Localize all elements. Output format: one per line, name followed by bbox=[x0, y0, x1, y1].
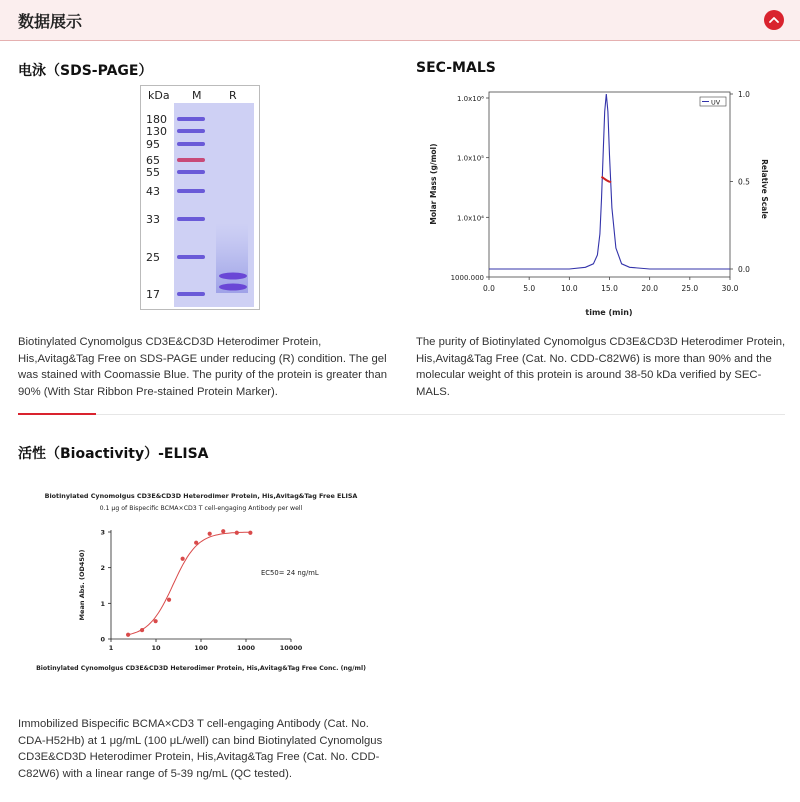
gel-marker-label: 130 bbox=[146, 125, 167, 138]
gel-marker-band bbox=[177, 158, 205, 162]
sample-band-lower bbox=[219, 284, 247, 291]
gel-marker-band bbox=[177, 142, 205, 146]
sec-caption-line: His,Avitag&Tag Free (Cat. No. CDD-C82W6) is more than 90% and the bbox=[416, 352, 772, 365]
elisa-data-point bbox=[126, 633, 130, 637]
sec-y2-tick-label: 0.0 bbox=[738, 265, 750, 274]
elisa-caption bbox=[18, 716, 393, 782]
elisa-chart-title: Biotinylated Cynomolgus CD3E&CD3D Heterodimer Protein, His,Avitag&Tag Free ELISA bbox=[44, 492, 358, 500]
gel-marker-band bbox=[177, 117, 205, 121]
sec-mals-chart bbox=[420, 84, 780, 322]
page-title: 数据展示 bbox=[18, 12, 83, 31]
sds-caption-line: His,Avitag&Tag Free on SDS-PAGE under reducing (R) condition. The gel bbox=[18, 352, 387, 365]
sds-caption-line: was stained with Coomassie Blue. The purity of the protein is greater than bbox=[18, 369, 388, 382]
elisa-data-point bbox=[167, 598, 171, 602]
elisa-x-tick-label: 10000 bbox=[279, 644, 303, 652]
sec-x-tick-label: 25.0 bbox=[681, 284, 699, 293]
sec-legend-label: UV bbox=[711, 98, 721, 107]
gel-marker-label: 25 bbox=[146, 251, 160, 264]
gel-marker-label: 180 bbox=[146, 113, 167, 126]
section-header bbox=[0, 0, 800, 41]
gel-marker-band bbox=[177, 129, 205, 133]
gel-marker-band bbox=[177, 255, 205, 259]
elisa-x-axis-label: Biotinylated Cynomolgus CD3E&CD3D Heterodimer Protein, His,Avitag&Tag Free Conc. (ng/ml) bbox=[36, 665, 366, 672]
gel-marker-label: 33 bbox=[146, 213, 160, 226]
gel-marker-label: 65 bbox=[146, 154, 160, 167]
sec-y-tick-label: 1.0x10⁴ bbox=[457, 214, 484, 223]
sec-y-tick-label: 1.0x10⁵ bbox=[457, 154, 484, 163]
sec-caption bbox=[416, 334, 791, 400]
elisa-caption-line: Immobilized Bispecific BCMA×CD3 T cell-engaging Antibody (Cat. No. bbox=[18, 718, 369, 730]
sec-caption-line: molecular weight of this protein is around 38-50 kDa verified by SEC- bbox=[416, 369, 762, 382]
elisa-y-tick-label: 3 bbox=[100, 528, 105, 537]
sds-gel-image bbox=[140, 85, 260, 310]
sec-y2-axis-label: Relative Scale bbox=[760, 159, 769, 219]
gel-marker-band bbox=[177, 189, 205, 193]
elisa-caption-line: CD3E&CD3D Heterodimer Protein, His,Avitag&Tag Free (Cat. No. CDD- bbox=[18, 751, 380, 764]
gel-marker-label: 17 bbox=[146, 288, 160, 301]
elisa-y-tick-label: 2 bbox=[100, 564, 105, 573]
sec-x-tick-label: 15.0 bbox=[601, 284, 618, 293]
elisa-data-point bbox=[181, 557, 185, 561]
sec-caption-line: The purity of Biotinylated Cynomolgus CD3E&CD3D Heterodimer Protein, bbox=[416, 336, 786, 348]
elisa-x-tick-label: 1000 bbox=[236, 644, 256, 652]
sec-x-tick-label: 30.0 bbox=[721, 284, 739, 293]
sec-x-tick-label: 5.0 bbox=[523, 284, 536, 293]
elisa-caption-line: CDA-H52Hb) at 1 μg/mL (100 μL/well) can bind Biotinylated Cynomolgus bbox=[18, 734, 383, 747]
gel-marker-band bbox=[177, 217, 205, 221]
sec-caption-line: MALS. bbox=[416, 385, 450, 398]
gel-marker-band bbox=[177, 170, 205, 174]
elisa-x-tick-label: 1 bbox=[108, 644, 114, 652]
sec-x-tick-label: 20.0 bbox=[641, 284, 659, 293]
elisa-chart-subtitle: 0.1 μg of Bispecific BCMA×CD3 T cell-engaging Antibody per well bbox=[99, 505, 303, 512]
sec-y-tick-label: 1.0x10⁶ bbox=[457, 95, 484, 103]
elisa-y-axis-label: Mean Abs. (OD450) bbox=[78, 549, 86, 621]
elisa-fit-curve bbox=[128, 532, 250, 634]
elisa-x-tick-label: 10 bbox=[151, 644, 161, 652]
elisa-caption-line: C82W6) with a linear range of 5-39 ng/mL (QC tested). bbox=[18, 767, 292, 780]
sec-mals-title: SEC-MALS bbox=[416, 60, 496, 76]
elisa-title: 活性（Bioactivity）-ELISA bbox=[18, 446, 209, 462]
sec-y-tick-label: 1000.000 bbox=[450, 274, 484, 282]
sds-caption-line: 90% (With Star Ribbon Pre-stained Protein Marker). bbox=[18, 385, 278, 398]
elisa-y-tick-label: 0 bbox=[100, 635, 105, 644]
collapse-button[interactable] bbox=[764, 10, 784, 30]
sec-molar-mass-trace bbox=[602, 177, 612, 182]
section-divider bbox=[18, 414, 785, 415]
sds-page-title: 电泳（SDS-PAGE） bbox=[18, 63, 153, 79]
sds-caption-line: Biotinylated Cynomolgus CD3E&CD3D Heterodimer Protein, bbox=[18, 336, 322, 348]
gel-lane-label-m: M bbox=[192, 89, 202, 102]
sec-plot-frame bbox=[489, 92, 730, 277]
sec-y2-tick-label: 0.5 bbox=[738, 177, 750, 187]
elisa-y-tick-label: 1 bbox=[100, 599, 105, 608]
sec-x-axis-label: time (min) bbox=[585, 308, 633, 317]
elisa-x-tick-label: 100 bbox=[194, 644, 208, 652]
chevron-up-icon bbox=[769, 16, 779, 24]
sec-x-tick-label: 10.0 bbox=[560, 284, 578, 293]
section-divider-accent bbox=[18, 413, 96, 415]
sec-x-tick-label: 0.0 bbox=[483, 284, 495, 293]
gel-marker-label: 55 bbox=[146, 166, 160, 179]
sec-y2-tick-label: 1.0 bbox=[738, 90, 750, 99]
gel-marker-label: 95 bbox=[146, 138, 160, 151]
sec-y-axis-label: Molar Mass (g/mol) bbox=[429, 143, 438, 225]
sample-band-upper bbox=[219, 273, 247, 280]
elisa-ec50-annotation: EC50= 24 ng/mL bbox=[261, 569, 319, 577]
gel-unit-label: kDa bbox=[148, 89, 170, 102]
elisa-data-point bbox=[140, 628, 144, 632]
elisa-data-point bbox=[235, 531, 239, 535]
elisa-data-point bbox=[208, 532, 212, 536]
gel-marker-band bbox=[177, 292, 205, 296]
elisa-data-point bbox=[221, 529, 225, 533]
elisa-data-point bbox=[154, 619, 158, 623]
elisa-data-point bbox=[194, 541, 198, 545]
elisa-chart bbox=[18, 487, 388, 677]
gel-marker-label: 43 bbox=[146, 185, 160, 198]
elisa-data-point bbox=[248, 531, 252, 535]
sds-caption bbox=[18, 334, 393, 400]
gel-lane-label-r: R bbox=[229, 89, 237, 102]
